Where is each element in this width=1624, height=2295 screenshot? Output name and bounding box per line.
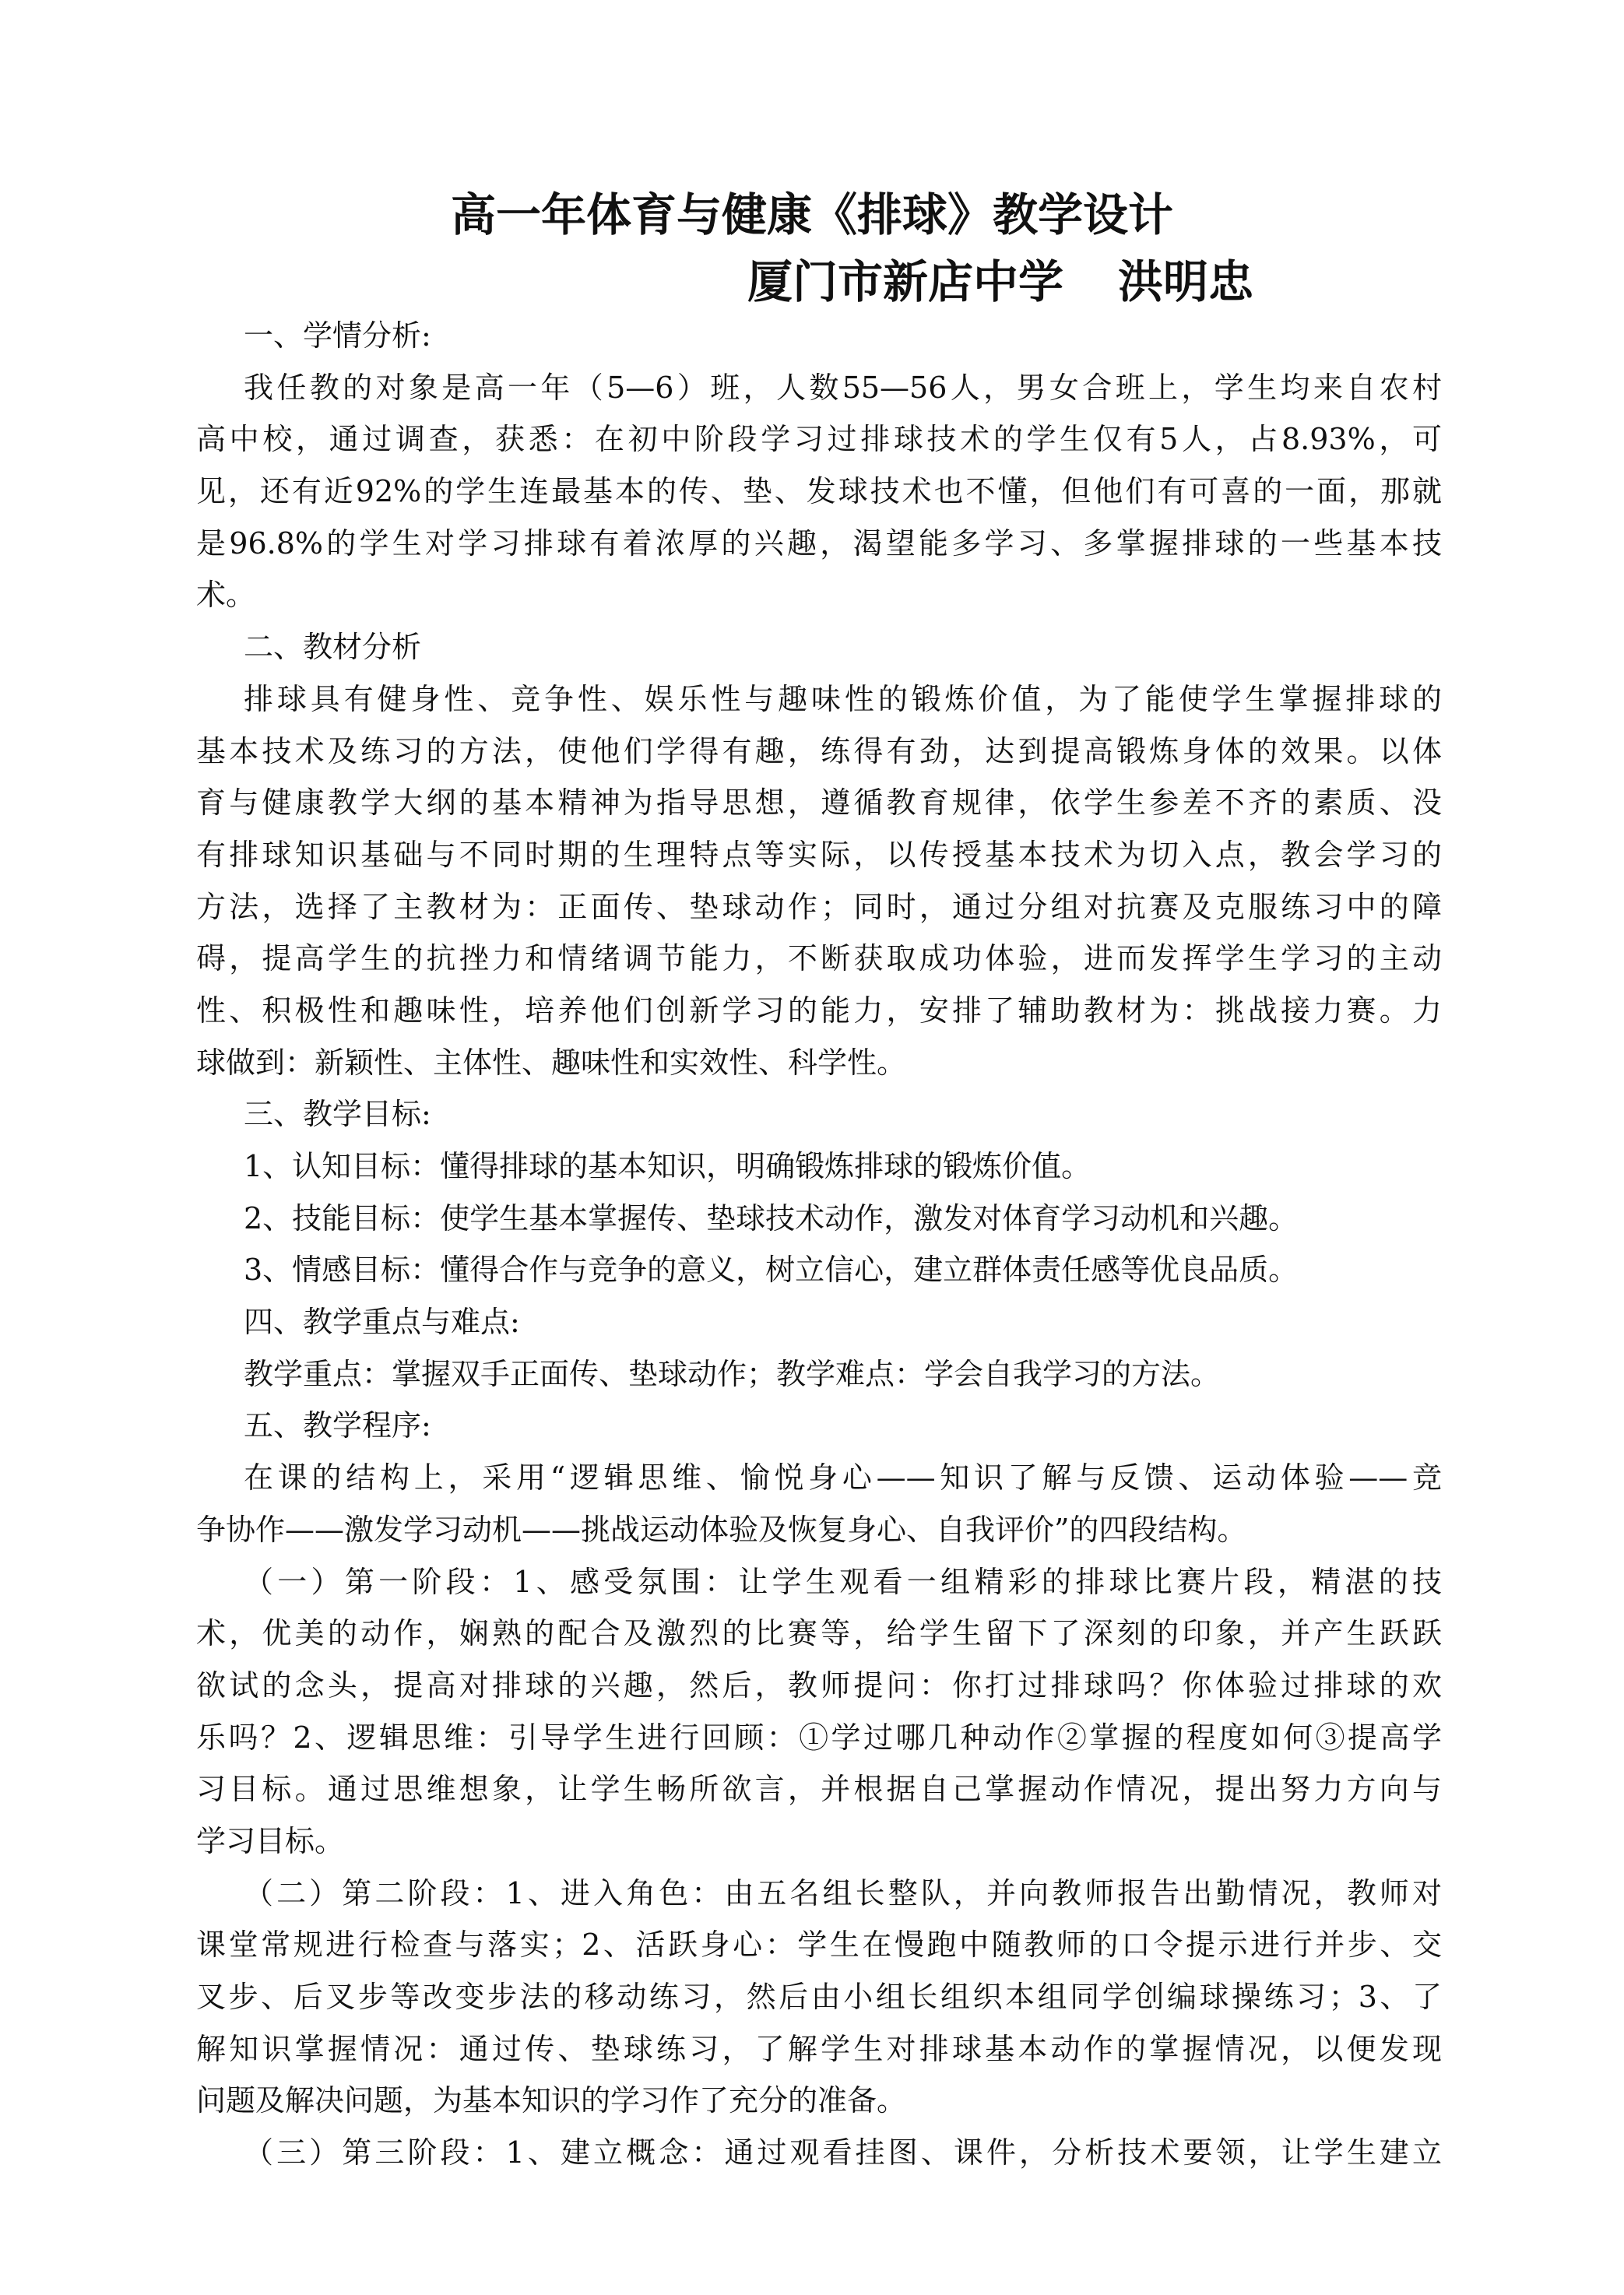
paragraph-line: 争协作——激发学习动机——挑战运动体验及恢复身心、自我评价”的四段结构。 (196, 1512, 1247, 1547)
section-heading-line: 三、教学目标: (244, 1097, 431, 1132)
section-heading-line: 3、情感目标：懂得合作与竞争的意义，树立信心，建立群体责任感等优良品质。 (244, 1253, 1299, 1288)
paragraph-line: 方法，选择了主教材为：正面传、垫球动作；同时，通过分组对抗赛及克服练习中的障 (196, 889, 1442, 924)
section-heading-line: 一、学情分析: (244, 318, 431, 353)
paragraph-line: 欲试的念头，提高对排球的兴趣，然后，教师提问：你打过排球吗？你体验过排球的欢 (196, 1668, 1442, 1703)
paragraph-line: 在课的结构上，采用“逻辑思维、愉悦身心——知识了解与反馈、运动体验——竞 (244, 1460, 1442, 1495)
paragraph-line: 是96.8%的学生对学习排球有着浓厚的兴趣，渴望能多学习、多掌握排球的一些基本技 (196, 525, 1442, 561)
author-name: 洪明忠 (1118, 255, 1254, 308)
section-heading-line: 2、技能目标：使学生基本掌握传、垫球技术动作，激发对体育学习动机和兴趣。 (244, 1200, 1299, 1235)
paragraph-line: 习目标。通过思维想象，让学生畅所欲言，并根据自己掌握动作情况，提出努力方向与 (196, 1772, 1442, 1807)
paragraph-line: 基本技术及练习的方法，使他们学得有趣，练得有劲，达到提高锻炼身体的效果。以体 (196, 733, 1442, 768)
paragraph-line: 解知识掌握情况：通过传、垫球练习，了解学生对排球基本动作的掌握情况，以便发现 (196, 2031, 1442, 2066)
section-heading-line: 二、教材分析 (244, 630, 422, 665)
paragraph-line: 排球具有健身性、竞争性、娱乐性与趣味性的锻炼价值，为了能使学生掌握排球的 (244, 681, 1442, 716)
document-body (196, 310, 1442, 2179)
paragraph-line: （二）第二阶段：1、进入角色：由五名组长整队，并向教师报告出勤情况，教师对 (244, 1875, 1442, 1910)
paragraph-line: 有排球知识基础与不同时期的生理特点等实际，以传授基本技术为切入点，教会学习的 (196, 837, 1442, 872)
document-title: 高一年体育与健康《排球》教学设计 (450, 188, 1173, 241)
section-heading-line: 教学重点：掌握双手正面传、垫球动作；教学难点：学会自我学习的方法。 (244, 1356, 1221, 1391)
paragraph-line: 性、积极性和趣味性，培养他们创新学习的能力，安排了辅助教材为：挑战接力赛。力 (196, 993, 1442, 1028)
paragraph-line: 碍，提高学生的抗挫力和情绪调节能力，不断获取成功体验，进而发挥学生学习的主动 (196, 941, 1442, 976)
paragraph-line: 见，还有近92%的学生连最基本的传、垫、发球技术也不懂，但他们有可喜的一面，那就 (196, 474, 1442, 509)
paragraph-line: 课堂常规进行检查与落实；2、活跃身心：学生在慢跑中随教师的口令提示进行并步、交 (196, 1928, 1442, 1963)
paragraph-line: 高中校，通过调查，获悉：在初中阶段学习过排球技术的学生仅有5人，占8.93%，可 (196, 422, 1442, 457)
paragraph-line: 问题及解决问题，为基本知识的学习作了充分的准备。 (196, 2083, 907, 2118)
paragraph-line: 术，优美的动作，娴熟的配合及激烈的比赛等，给学生留下了深刻的印象，并产生跃跃 (196, 1616, 1442, 1651)
section-heading-line: 1、认知目标：懂得排球的基本知识，明确锻炼排球的锻炼价值。 (244, 1149, 1091, 1183)
paragraph-line: 术。 (196, 578, 256, 613)
paragraph-line: 叉步、后叉步等改变步法的移动练习，然后由小组长组织本组同学创编球操练习；3、了 (196, 1980, 1442, 2014)
paragraph-line: 我任教的对象是高一年（5—6）班，人数55—56人，男女合班上，学生均来自农村 (244, 370, 1442, 405)
paragraph-line: 球做到：新颖性、主体性、趣味性和实效性、科学性。 (196, 1045, 907, 1080)
paragraph-line: 学习目标。 (196, 1823, 345, 1858)
section-heading-line: 五、教学程序: (244, 1408, 431, 1443)
paragraph-line: 乐吗？2、逻辑思维：引导学生进行回顾：①学过哪几种动作②掌握的程度如何③提高学 (196, 1720, 1442, 1755)
author-line (747, 251, 1253, 313)
section-heading-line: 四、教学重点与难点: (244, 1305, 520, 1340)
paragraph-line: （三）第三阶段：1、建立概念：通过观看挂图、课件，分析技术要领，让学生建立 (244, 2135, 1442, 2170)
school-name: 厦门市新店中学 (747, 255, 1064, 308)
paragraph-line: 育与健康教学大纲的基本精神为指导思想，遵循教育规律，依学生参差不齐的素质、没 (196, 786, 1442, 821)
paragraph-line: （一）第一阶段：1、感受氛围：让学生观看一组精彩的排球比赛片段，精湛的技 (244, 1564, 1442, 1599)
